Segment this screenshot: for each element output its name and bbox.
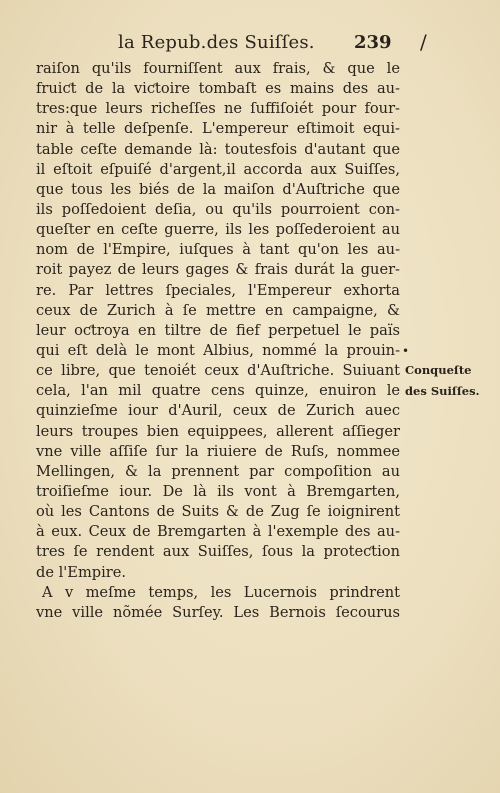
text-line: qui eſt delà le mont Albius, nommé la prouin- bbox=[36, 341, 400, 359]
text-line: cela, l'an mil quatre cens quinze, enuiron le bbox=[36, 382, 400, 400]
body-text bbox=[36, 59, 400, 623]
text-line: nom de l'Empire, iuſques à tant qu'on les au- bbox=[36, 241, 400, 259]
text-line: ce libre, que tenoiét ceux d'Auſtriche. Suiuant bbox=[36, 362, 400, 380]
page-number: 239 bbox=[354, 32, 392, 53]
text-line: ils poſſedoient deſia, ou qu'ils pourroient con- bbox=[36, 200, 400, 218]
text-line: leur oƈtroya en tiltre de fief perpetuel le païs bbox=[36, 321, 400, 339]
text-line: leurs troupes bien equippees, allerent aſſieger bbox=[36, 422, 400, 440]
text-line: vne ville nõmée Surſey. Les Bernois ſecourus bbox=[36, 603, 400, 621]
text-line: roit payez de leurs gages & frais durát la guer- bbox=[36, 261, 400, 279]
margin-note-line-1: Conqueſte bbox=[405, 363, 472, 377]
text-line: fruiƈt de la viƈtoire tombaſt es mains des au- bbox=[36, 80, 400, 98]
text-line: A v meſme temps, les Lucernois prindrent bbox=[42, 583, 400, 601]
text-line: que tous les biés de la maiſon d'Auſtriche que bbox=[36, 180, 400, 198]
text-line: quinzieſme iour d'Auril, ceux de Zurich auec bbox=[36, 402, 400, 420]
text-line: Mellingen, & la prennent par compoſition au bbox=[36, 462, 400, 480]
text-line: queſter en ceſte guerre, ils les poſſederoient au bbox=[36, 221, 400, 239]
text-line: il eſtoit eſpuiſé d'argent,il accorda aux Suiſſes, bbox=[36, 160, 400, 178]
text-line: tres:que leurs richeſſes ne ſuffiſoiét pour four- bbox=[36, 100, 400, 118]
corner-mark: / bbox=[420, 30, 427, 54]
margin-note-line-2: des Suiſſes. bbox=[405, 384, 480, 398]
text-line: nir à telle deſpenſe. L'empereur eſtimoit equi- bbox=[36, 120, 400, 138]
margin-mark: • bbox=[402, 344, 410, 358]
text-line: table ceſte demande là: toutesfois d'autant que bbox=[36, 140, 400, 158]
text-line: troiſieſme iour. De là ils vont à Bremgarten, bbox=[36, 482, 400, 500]
running-head: la Repub.des Suiſſes. bbox=[118, 32, 315, 53]
text-line: vne ville aſſiſe ſur la riuiere de Ruſs, nommee bbox=[36, 442, 400, 460]
text-line: raiſon qu'ils fourniſſent aux frais, & que le bbox=[36, 60, 400, 77]
text-line: re. Par lettres ſpeciales, l'Empereur exhorta bbox=[36, 281, 400, 299]
text-line: ceux de Zurich à ſe mettre en campaigne, & bbox=[36, 301, 400, 319]
text-line: de l'Empire. bbox=[36, 563, 127, 581]
text-line: tres ſe rendent aux Suiſſes, ſous la proteƈtion bbox=[36, 543, 400, 561]
text-line: à eux. Ceux de Bremgarten à l'exemple des au- bbox=[36, 523, 400, 541]
text-line: où les Cantons de Suits & de Zug ſe ioignirent bbox=[36, 503, 400, 521]
